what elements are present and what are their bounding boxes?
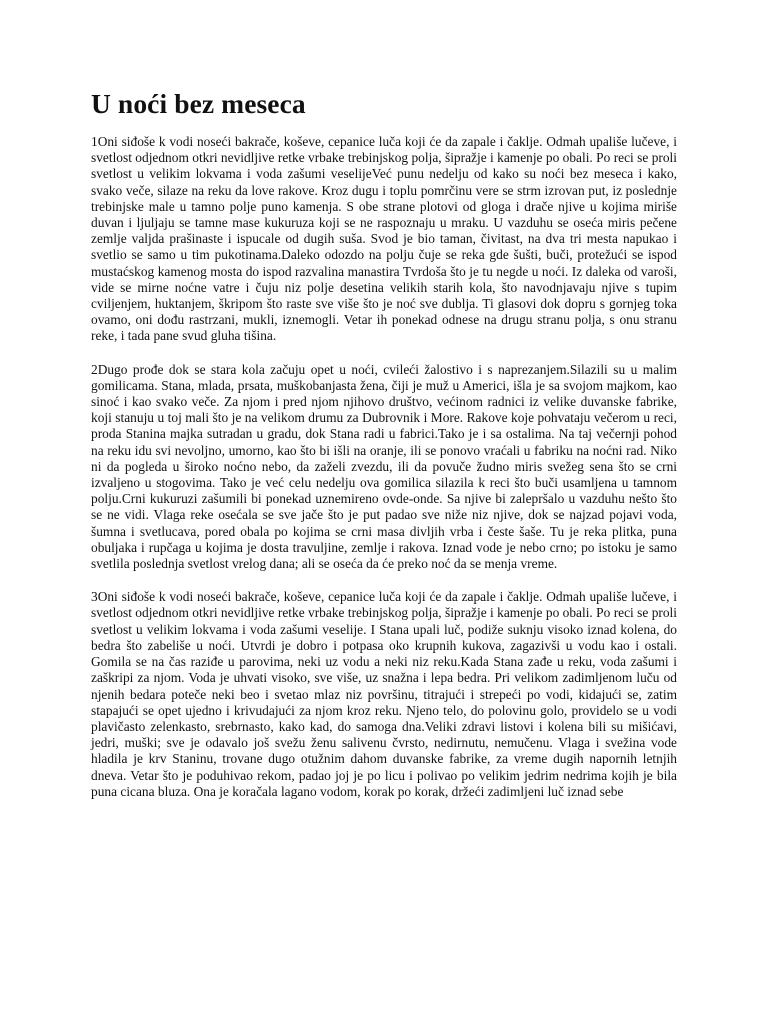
document-title: U noći bez meseca: [91, 88, 306, 119]
paragraph-3: 3Oni siđoše k vodi noseći bakrače, koševe, cepanice luča koji će da zapale i čaklje. Odmah upališe lučeve, i svetlost odjednom otkri nevidljive retke vrbake trebinjskog polja, šipražje i kamenje po obali. Po reci se proli svetlost u velikim lokvama i voda zašumi veselije. I Stana upali luč, podiže suknju visoko iznad kolena, do bedra što zabeliše u noći. Utvrdi je dobro i potpasa oko krupnih kukova, zagazivši u vodu kao i ostali. Gomila se na čas raziđe u parovima, neki uz vodu a neki niz reku.Kada Stana zađe u reku, voda zašumi i zaškripi za njom. Voda je uhvati visoko, sve više, uz snažna i lepa bedra. Pri velikom zadimljenom luču od njenih bedara poteče neki beo i svetao mlaz niz površinu, titrajući i strepeći po vodi, kidajući se, zatim stapajući se opet ujedno i krivudajući za njom kroz reku. Njeno telo, do polovinu golo, providelo se u vodi plavičasto zelenkasto, srebrnasto, kako kad, do samoga dna.Veliki zdravi listovi i kolena bili su mišićavi, jedri, muški; sve je odavalo još svežu ženu salivenu čvrsto, nedirnutu, nemučenu. Vlaga i svežina vode hladila je krv Staninu, trovane dugo otužnim dahom duvanske fabrike, za vreme dugih napornih letnjih dneva. Vetar što je poduhivao rekom, padao joj je po licu i polivao po velikim jedrim nedrima kojih je bila puna cicana bluza. Ona je koračala lagano vodom, korak po korak, držeći zadimljeni luč iznad sebe: [91, 589, 677, 799]
paragraph-2: 2Dugo prođe dok se stara kola začuju opet u noći, cvileći žalostivo i s naprezanjem.Silazili su u malim gomilicama. Stana, mlada, prsata, muškobanjasta žena, čiji je muž u Americi, išla je sa svojom majkom, kao sinoć i kao svako veče. Za njom i pred njom njihovo društvo, većinom radnici iz velike duvanske fabrike, koji stanuju u toj mali što je na velikom drumu za Dubrovnik i More. Rakove koje pohvataju večerom u reci, proda Stanina majka sutradan u gradu, dok Stana radi u fabrici.Tako je i sa ostalima. Na taj večernji pohod na reku idu svi nevoljno, umorno, kao što bi išli na oranje, ili se ponovo vraćali u fabriku na noćni rad. Niko ni da pogleda u široko noćno nebo, da zaželi zvezdu, ili da povuče žudno miris svežeg sena što se crni izvaljeno u stogovima. Tako je već celu nedelju ova gomilica silazila k reci što buči usamljena u tamnom polju.Crni kukuruzi zašumili bi ponekad uznemireno ovde-onde. Sa njive bi zalepršalo u vazduhu nešto što se ne vidi. Vlaga reke osećala se sve jače što je put padao sve niže niz njive, dok se najzad pojavi voda, šumna i svetlucava, pored obala po kojima se crni masa divljih vrba i česte šaše. Tu je reka plitka, puna obuljaka i rupčaga u kojima je dosta travuljine, zemlje i rakova. Iznad vode je nebo crno; po istoku je samo svetlila poslednja svetlost vrelog dana; ali se oseća da će preko noć da se menja vreme.: [91, 361, 677, 572]
paragraph-1: 1Oni siđoše k vodi noseći bakrače, koševe, cepanice luča koji će da zapale i čaklje. Odmah upališe lučeve, i svetlost odjednom otkri nevidljive retke vrbake trebinjskog polja, šipražje i kamenje po obali. Po reci se proli svetlost u velikim lokvama i voda zašumi veselijeVeć punu nedelju od kako su noći bez meseca i kako, svako veče, silaze na reku da love rakove. Kroz dugu i toplu pomrčinu vere se strm izrovan put, iz poslednje trebinjske male u tamno polje puno kamenja. S obe strane plotovi od gloga i drače njive u kojima miriše duvan i ljuljaju se tamne mase kukuruza koji se ne raspoznaju u mraku. U vazduhu se oseća miris pečene zemlje valjda prašinaste i ispucale od dugih suša. Svod je bio taman, čivitast, na dva tri mesta napukao i svetlio se samo u tim pukotinama.Daleko odozdo na polju čuje se reka gde šušti, buči, protežući se ispod mustaćskog kamenog mosta do ispod razvalina manastira Tvrdoša što je tu negde u noći. Iz daleka od varoši, vide se mirne noćne vatre i čuju niz polje desetina velikih starih kola, što navodnjavaju njive s tupim cviljenjem, huktanjem, škripom što raste sve više što je noć sve dublja. Ti glasovi dok dopru s gornjeg toka ovamo, oni dođu rastrzani, mukli, iznemogli. Vetar ih ponekad odnese na drugu stranu polja, s onu stranu reke, i tada pane svud gluha tišina.: [91, 134, 677, 344]
document-page: [91, 88, 677, 817]
